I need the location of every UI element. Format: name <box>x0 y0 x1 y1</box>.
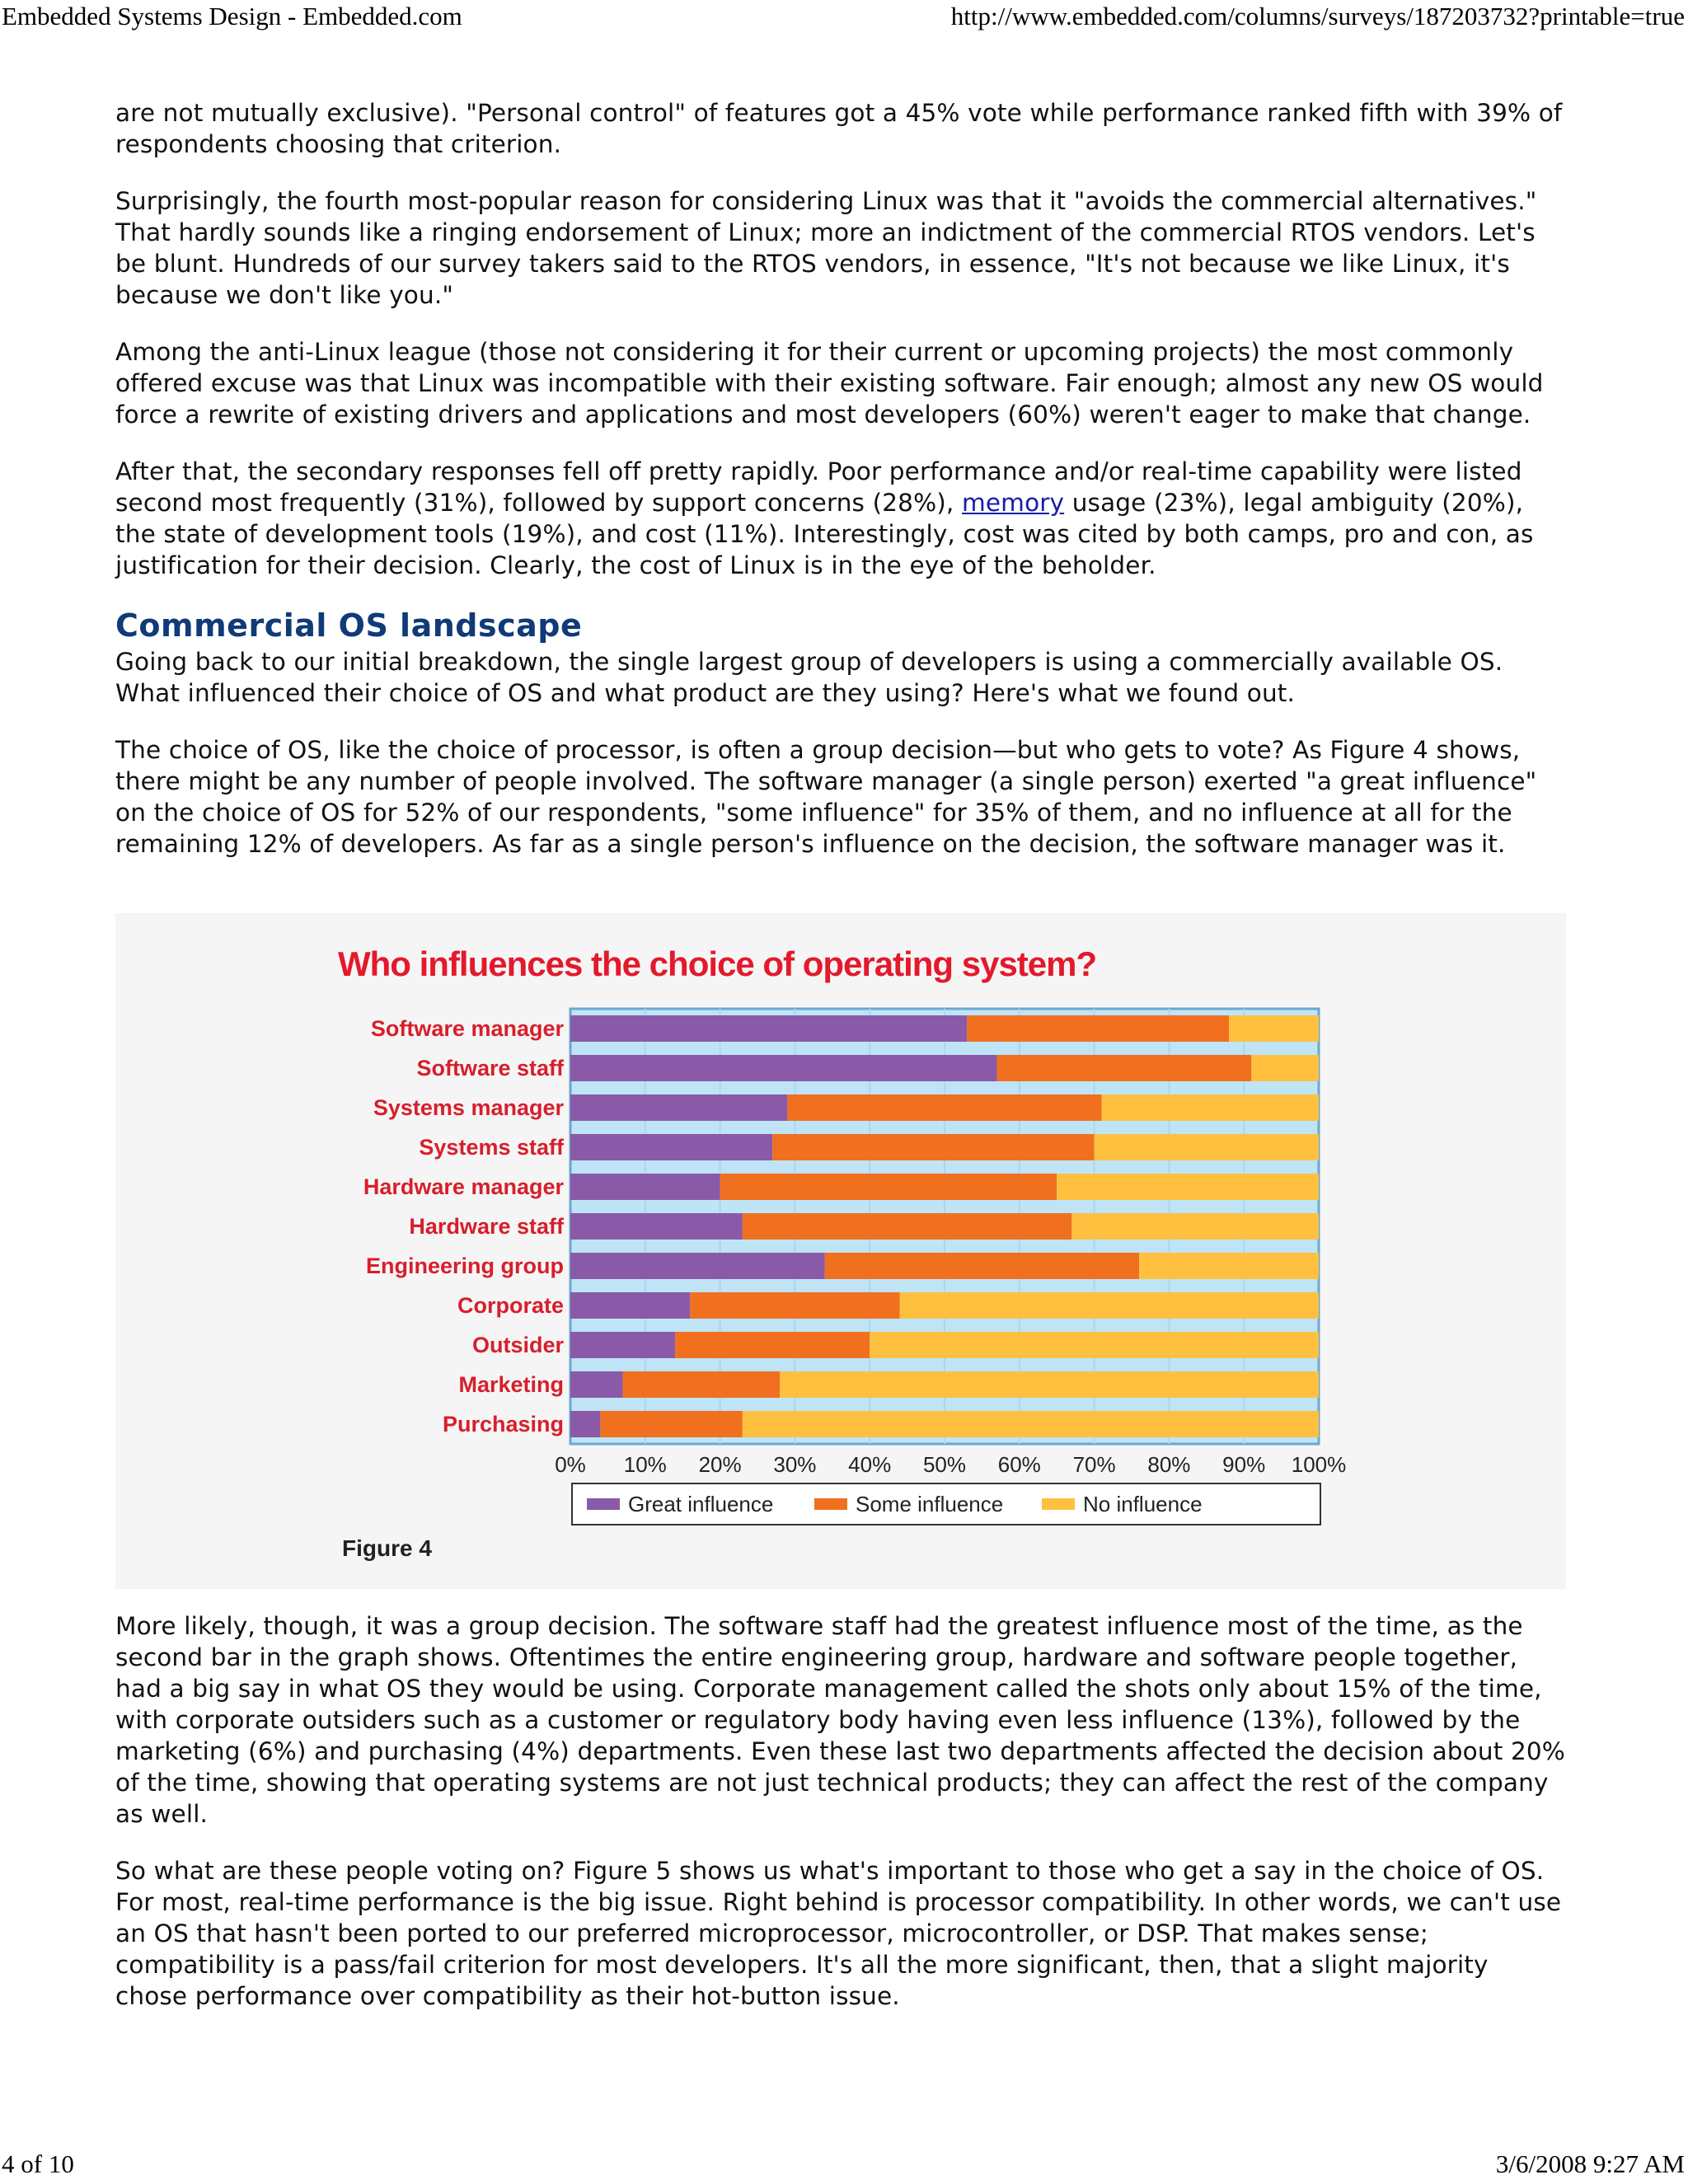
bar-no-influence <box>1057 1174 1319 1200</box>
print-timestamp: 3/6/2008 9:27 AM <box>1495 2149 1685 2178</box>
category-label: Purchasing <box>442 1412 564 1436</box>
bar-some-influence <box>787 1094 1101 1121</box>
x-tick-label: 90% <box>1222 1452 1266 1477</box>
bars-group <box>570 1015 1319 1437</box>
legend-swatch <box>1042 1498 1075 1510</box>
bar-great-influence <box>570 1094 787 1121</box>
memory-link[interactable]: memory <box>962 489 1065 517</box>
bar-no-influence <box>780 1371 1319 1398</box>
figure-caption: Figure 4 <box>342 1535 432 1561</box>
bar-no-influence <box>743 1411 1319 1437</box>
section-heading: Commercial OS landscape <box>115 607 583 644</box>
bar-no-influence <box>900 1292 1319 1319</box>
print-footer <box>0 2149 1688 2182</box>
bar-no-influence <box>1095 1134 1319 1160</box>
category-label: Hardware staff <box>409 1214 564 1239</box>
category-label: Hardware manager <box>363 1174 564 1199</box>
x-tick-label: 30% <box>773 1452 817 1477</box>
x-tick-label: 0% <box>555 1452 586 1477</box>
category-label: Outsider <box>471 1333 564 1357</box>
bar-no-influence <box>1102 1094 1319 1121</box>
paragraph-4-end: usage (23%), legal ambiguity (20%), the state of development tools (19%), and cost (11%). Interestingly, cost was cited by both camps, pro and con, as justification for their decision. Clearly, the cost of Linux is in the eye of the beholder. <box>115 489 1534 579</box>
bar-great-influence <box>570 1174 720 1200</box>
bar-some-influence <box>967 1015 1229 1042</box>
paragraph-4 <box>115 456 1566 581</box>
print-header-title: Embedded Systems Design - Embedded.com <box>2 2 462 30</box>
category-label: Marketing <box>458 1372 564 1397</box>
figure-4 <box>115 913 1566 1589</box>
bar-some-influence <box>743 1213 1072 1240</box>
bar-some-influence <box>772 1134 1094 1160</box>
category-label: Engineering group <box>366 1254 564 1278</box>
influence-chart <box>115 913 1566 1589</box>
paragraph-7: More likely, though, it was a group decision. The software staff had the greatest influence most of the time, as the second bar in the graph shows. Oftentimes the entire engineering group, hardware and software people together, had a big say in what OS they would be using. Corporate management called the shots only about 15% of the time, with corporate outsiders such as a customer or regulatory body having even less influence (13%), followed by the marketing (6%) and purchasing (4%) departments. Even these last two departments affected the decision about 20% of the time, showing that operating systems are not just technical products; they can affect the rest of the company as well. <box>115 1612 1565 1828</box>
paragraph-5: Going back to our initial breakdown, the single largest group of developers is using a commercially available OS. What influenced their choice of OS and what product are they using? Here's what we found out. <box>115 648 1503 707</box>
bar-great-influence <box>570 1134 772 1160</box>
bar-great-influence <box>570 1015 967 1042</box>
bar-some-influence <box>690 1292 899 1319</box>
bar-some-influence <box>720 1174 1057 1200</box>
x-tick-label: 20% <box>698 1452 742 1477</box>
bar-no-influence <box>1071 1213 1319 1240</box>
paragraph-6: The choice of OS, like the choice of processor, is often a group decision—but who gets to vote? As Figure 4 shows, there might be any number of people involved. The software manager (a single person) exerted "a great influence" on the choice of OS for 52% of our respondents, "some influence" for 35% of them, and no influence at all for the remaining 12% of developers. As far as a single person's influence on the decision, the software manager was it. <box>115 736 1537 858</box>
bar-some-influence <box>600 1411 743 1437</box>
bar-no-influence <box>870 1332 1319 1358</box>
article-body-top <box>115 97 1566 885</box>
x-tick-label: 50% <box>922 1452 967 1477</box>
legend-label: Great influence <box>628 1492 774 1516</box>
article-body-bottom <box>115 1610 1566 2037</box>
bar-great-influence <box>570 1332 675 1358</box>
bar-no-influence <box>1139 1253 1319 1279</box>
print-header <box>0 2 1688 35</box>
paragraph-4-start: After that, the secondary responses fell off pretty rapidly. Poor performance and/or real-time capability were listed second most frequently (31%), followed by support concerns (28%), <box>115 457 1522 517</box>
category-label: Systems manager <box>373 1095 564 1120</box>
chart-title: Who influences the choice of operating system? <box>338 944 1097 983</box>
legend-label: No influence <box>1083 1492 1203 1516</box>
paragraph-1: are not mutually exclusive). "Personal control" of features got a 45% vote while performance ranked fifth with 39% of respondents choosing that criterion. <box>115 99 1563 158</box>
x-tick-label: 10% <box>623 1452 667 1477</box>
x-tick-label: 60% <box>997 1452 1041 1477</box>
bar-some-influence <box>623 1371 781 1398</box>
x-tick-label: 40% <box>848 1452 892 1477</box>
bar-some-influence <box>997 1055 1252 1081</box>
category-label: Software manager <box>370 1016 564 1041</box>
bar-no-influence <box>1251 1055 1319 1081</box>
legend-swatch <box>814 1498 847 1510</box>
bar-some-influence <box>825 1253 1139 1279</box>
legend-label: Some influence <box>856 1492 1004 1516</box>
bar-some-influence <box>675 1332 870 1358</box>
legend-swatch <box>587 1498 620 1510</box>
x-tick-label: 100% <box>1291 1452 1347 1477</box>
bar-great-influence <box>570 1292 690 1319</box>
bar-great-influence <box>570 1371 623 1398</box>
bar-great-influence <box>570 1411 600 1437</box>
x-tick-label: 70% <box>1072 1452 1116 1477</box>
bar-no-influence <box>1229 1015 1319 1042</box>
category-label: Corporate <box>457 1293 564 1318</box>
legend <box>572 1483 1320 1525</box>
paragraph-3: Among the anti-Linux league (those not considering it for their current or upcoming projects) the most commonly offered excuse was that Linux was incompatible with their existing software. Fair enough; almost any new OS would force a rewrite of existing drivers and applications and most developers (60%) weren't eager to make that change. <box>115 338 1544 429</box>
paragraph-8: So what are these people voting on? Figure 5 shows us what's important to those who get a say in the choice of OS. For most, real-time performance is the big issue. Right behind is processor compatibility. In other words, we can't use an OS that hasn't been ported to our preferred microprocessor, microcontroller, or DSP. That makes sense; compatibility is a pass/fail criterion for most developers. It's all the more significant, then, that a slight majority chose performance over compatibility as their hot-button issue. <box>115 1857 1562 2010</box>
x-tick-label: 80% <box>1147 1452 1191 1477</box>
category-label: Software staff <box>416 1056 564 1080</box>
print-header-url: http://www.embedded.com/columns/surveys/187203732?printable=true <box>950 2 1685 30</box>
category-label: Systems staff <box>419 1135 564 1160</box>
page-number: 4 of 10 <box>2 2149 74 2178</box>
bar-great-influence <box>570 1055 997 1081</box>
bar-great-influence <box>570 1253 825 1279</box>
paragraph-2: Surprisingly, the fourth most-popular reason for considering Linux was that it "avoids the commercial alternatives." That hardly sounds like a ringing endorsement of Linux; more an indictment of the commercial RTOS vendors. Let's be blunt. Hundreds of our survey takers said to the RTOS vendors, in essence, "It's not because we like Linux, it's because we don't like you." <box>115 187 1537 309</box>
bar-great-influence <box>570 1213 743 1240</box>
